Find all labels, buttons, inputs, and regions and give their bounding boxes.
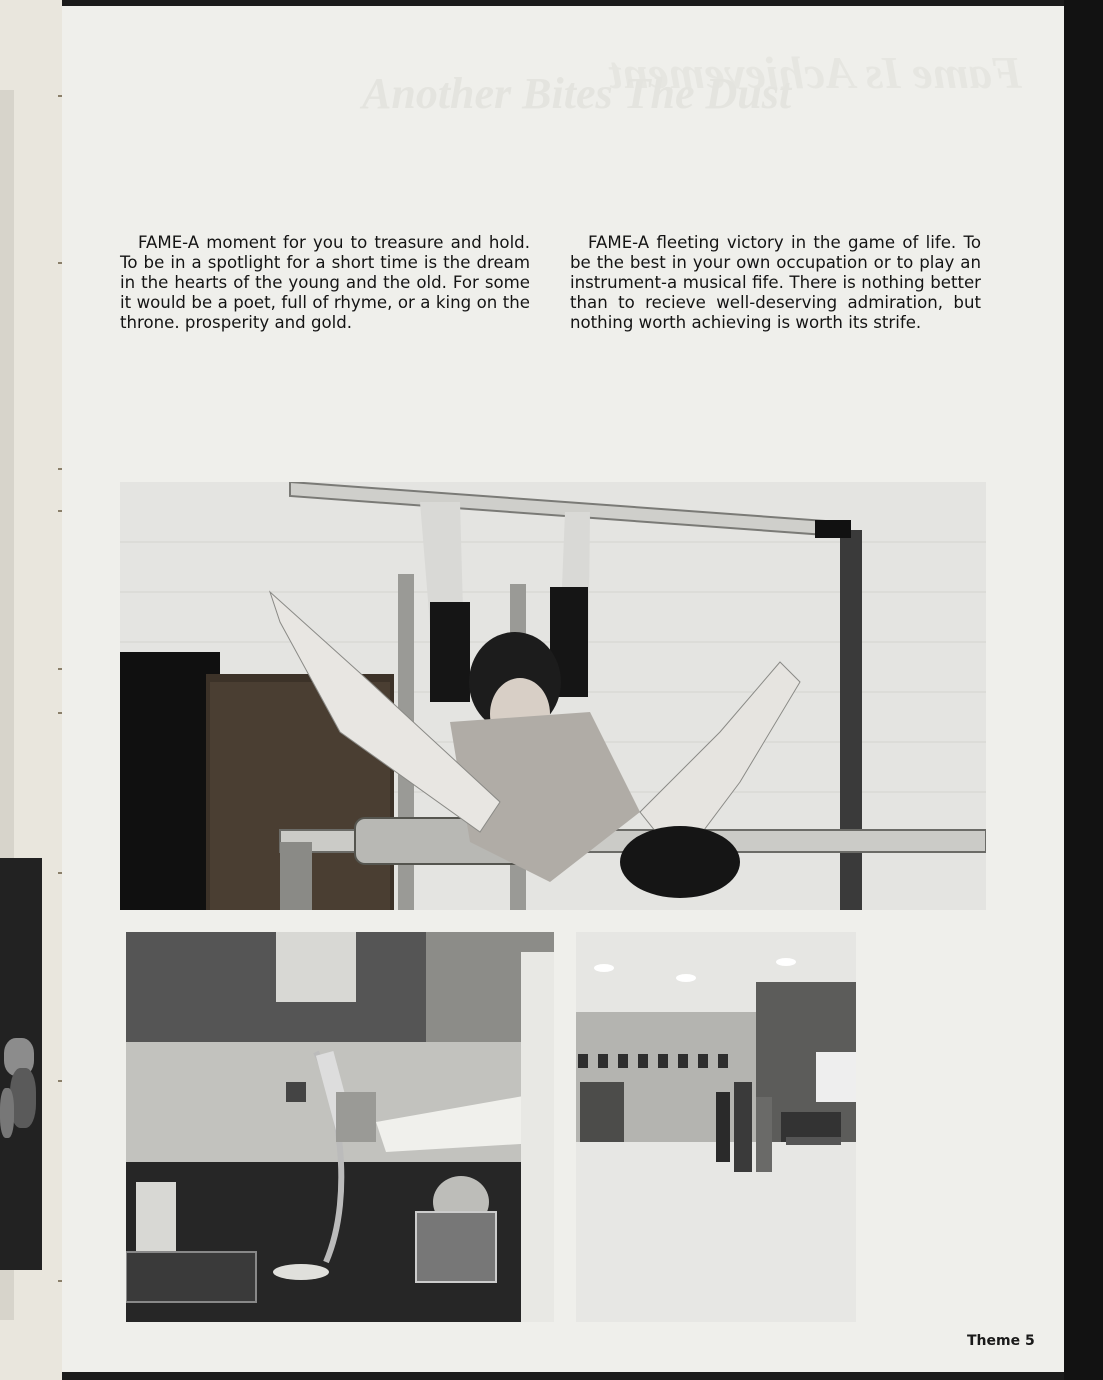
photo-hallway-cheerleaders: [576, 932, 856, 1322]
show-through-heading: Another Bites The Dust: [362, 69, 792, 118]
facing-page-photo-edge: [0, 858, 42, 1270]
photo-gymnast-uneven-bars: [120, 482, 986, 910]
gymnastics-illustration: [120, 482, 986, 910]
book-binding: [1064, 0, 1103, 1380]
text-column-left: FAME-A moment for you to treasure and hold. To be in a spotlight for a short time is the dream in the hearts of the young and the old. For some it would be a poet, full of rhyme, or a king on the throne. prosperity and gold.: [120, 233, 530, 332]
hallway-illustration: [576, 932, 856, 1322]
facing-page-edge: [0, 0, 62, 1380]
text-column-right: FAME-A fleeting victory in the game of life. To be the best in your own occupation or to play an instrument-a musical fife. There is nothing better than to recieve well-deserving admiration, but nothing worth achieving is worth its strife.: [570, 233, 981, 332]
photo-chemistry-lab: [126, 932, 554, 1322]
yearbook-page: [62, 6, 1064, 1372]
page-folio: Theme 5: [967, 1333, 1035, 1349]
chemistry-lab-illustration: [126, 932, 554, 1322]
show-through-mirrored-heading: Fame Is Achievement: [609, 47, 1022, 98]
